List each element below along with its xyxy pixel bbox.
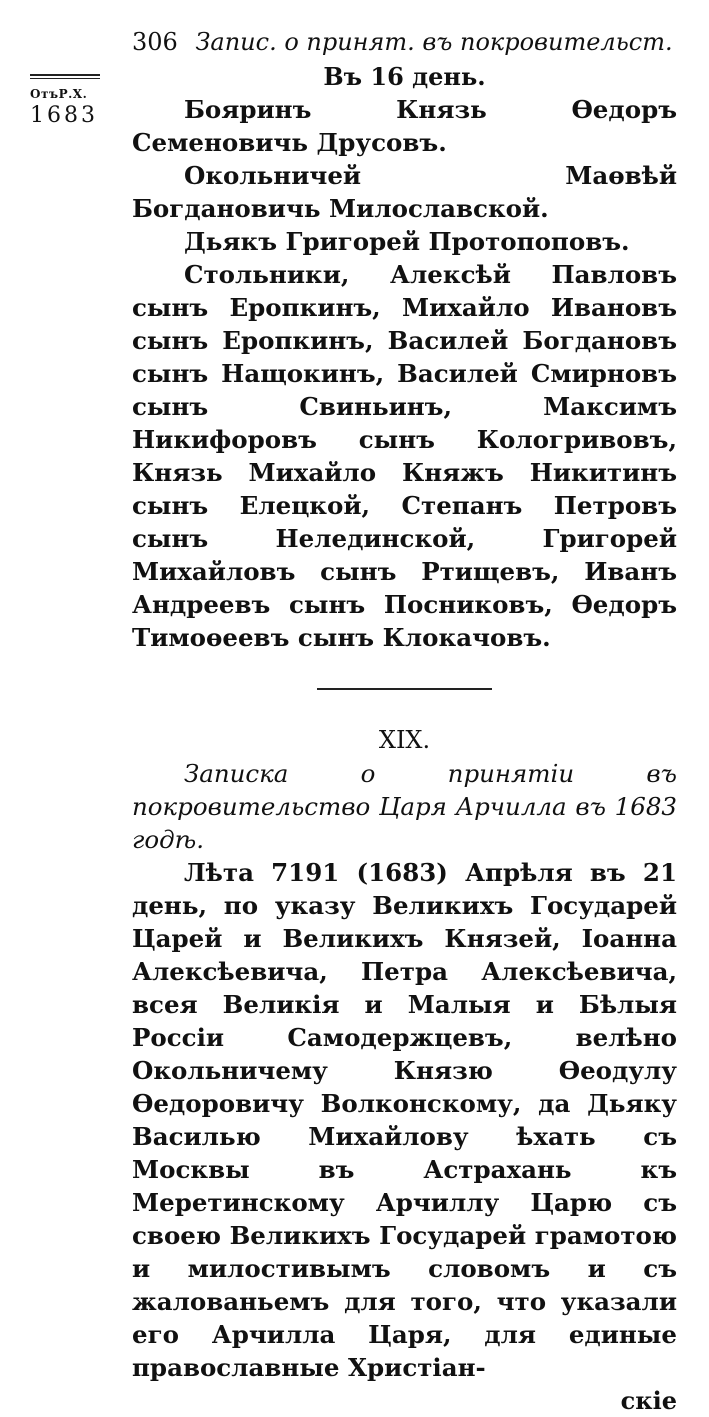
running-header	[132, 28, 677, 56]
section-body: Лѣта 7191 (1683) Апрѣля въ 21 день, по указу Великихъ Государей Царей и Великихъ Князей, Іоанна Алексѣевича, Петра Алексѣевича, всея Великія и Малыя и Бѣлыя Россіи Самодержцевъ, велѣно Окольничему Князю Өеодулу Өедоровичу Волконскому, да Дьяку Василью Михайлову ѣхать съ Москвы въ Астрахань къ Меретинскому Арчиллу Царю съ своею Великихъ Государей грамотою и милостивымъ словомъ и съ жалованьемъ для того, что указали его Арчилла Царя, для единые православные Христіан-	[132, 858, 677, 1382]
section-divider	[317, 688, 492, 690]
margin-era-label: ОтъР.Х.	[30, 87, 88, 101]
page-number: 306	[132, 28, 178, 56]
paragraph-stolniki: Стольники, Алексѣй Павловъ сынъ Еропкинъ, Михайло Ивановъ сынъ Еропкинъ, Василей Богдановъ сынъ Нащокинъ, Василей Смирновъ сынъ Свиньинъ, Максимъ Никифоровъ сынъ Кологривовъ, Князь Михайло Княжъ Никитинъ сынъ Елецкой, Степанъ Петровъ сынъ Нелединской, Григорей Михайловъ сынъ Ртищевъ, Иванъ Андреевъ сынъ Посниковъ, Өедоръ Тимоөеевъ сынъ Клокачовъ.	[132, 260, 677, 652]
catchword: скіе	[620, 1386, 677, 1415]
margin-rule-thin	[30, 78, 100, 79]
paragraph-boyar: Бояринъ Князь Өедоръ Семеновичь Друсовъ.	[132, 95, 677, 157]
running-title: Запис. о принят. въ покровительст.	[195, 28, 673, 56]
paragraph-dyak: Дьякъ Григорей Протопоповъ.	[184, 227, 630, 256]
section-title: Записка о принятіи въ покровительство Царя Арчилла въ 1683 годѣ.	[132, 759, 677, 854]
paragraph-okolnichy: Окольничей Маөвѣй Богдановичь Милославской.	[132, 161, 677, 223]
entry-day: Въ 16 день.	[323, 62, 486, 91]
section-number: XIX.	[378, 726, 431, 754]
page-content	[132, 60, 677, 1417]
margin-rule	[30, 74, 100, 76]
margin-year: 1683	[30, 103, 98, 128]
margin-note	[30, 70, 122, 128]
